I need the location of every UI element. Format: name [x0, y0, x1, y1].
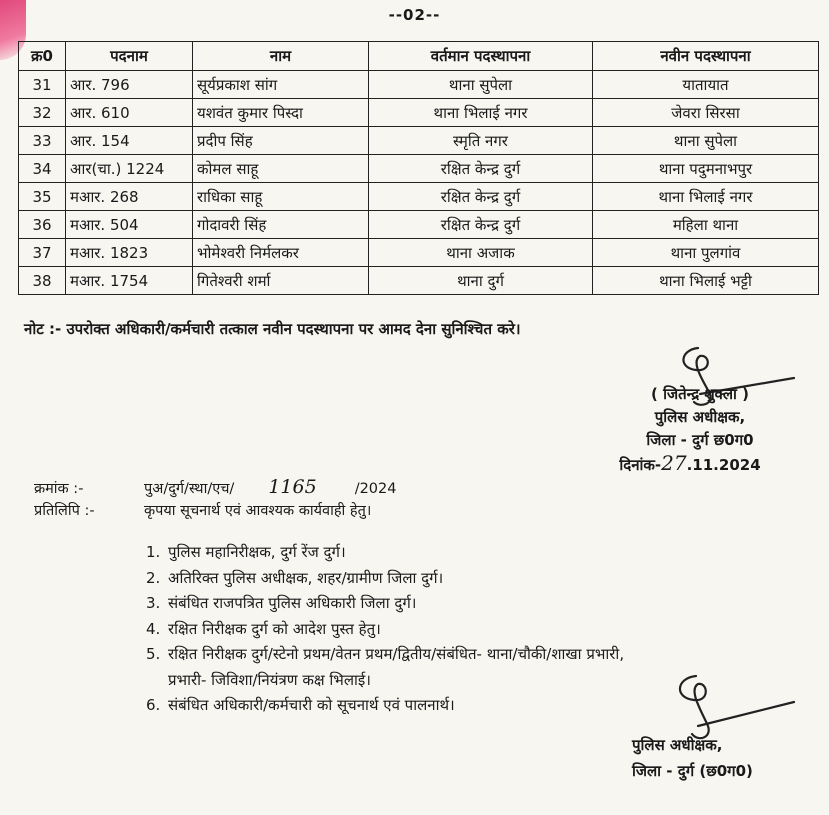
list-item [146, 617, 624, 643]
list-item-text: संबंधित अधिकारी/कर्मचारी को सूचनार्थ एवं पालनार्थ। [168, 696, 455, 714]
transfer-table [18, 41, 819, 295]
kramank-number-handwritten: 1165 [268, 476, 317, 498]
table-row [19, 127, 819, 155]
list-item-text: संबंधित राजपत्रित पुलिस अधिकारी जिला दुर्ग। [168, 594, 417, 612]
cell-serial: 36 [19, 211, 66, 239]
order-date [580, 452, 800, 477]
signatory-designation: पुलिस अधीक्षक, [654, 408, 746, 426]
list-item-number: 1. [146, 543, 161, 561]
page-number: --02-- [388, 6, 441, 24]
table-row [19, 211, 819, 239]
table-row [19, 71, 819, 99]
list-item-text: पुलिस महानिरीक्षक, दुर्ग रेंज दुर्ग। [168, 543, 346, 561]
cell-rank: मआर. 1754 [66, 267, 193, 295]
cell-new-posting: महिला थाना [593, 211, 819, 239]
cell-name: सूर्यप्रकाश सांग [193, 71, 369, 99]
cell-serial: 32 [19, 99, 66, 127]
list-item-number [146, 668, 168, 694]
header-rank: पदनाम [66, 42, 193, 71]
list-item-number: 2. [146, 568, 161, 587]
cell-current-posting: रक्षित केन्द्र दुर्ग [369, 211, 593, 239]
cell-name: यशवंत कुमार पिस्दा [193, 99, 369, 127]
cell-serial: 34 [19, 155, 66, 183]
cell-new-posting: थाना पदुमनाभपुर [593, 155, 819, 183]
pratilipi-label: प्रतिलिपि :- [34, 503, 95, 519]
signatory-2-district: जिला - दुर्ग (छ0ग0) [632, 762, 753, 780]
list-item-number: 3. [146, 594, 161, 612]
table-header-row [19, 42, 819, 71]
list-item-text: रक्षित निरीक्षक दुर्ग को आदेश पुस्त हेतु। [168, 619, 381, 638]
cell-current-posting: थाना अजाक [369, 239, 593, 267]
table-row [19, 239, 819, 267]
date-day-handwritten: 27 [661, 451, 687, 475]
cell-name: भोमेश्वरी निर्मलकर [193, 239, 369, 267]
cell-rank: आर(चा.) 1224 [66, 155, 193, 183]
cell-new-posting: थाना भिलाई नगर [593, 183, 819, 211]
cell-serial: 33 [19, 127, 66, 155]
cell-current-posting: थाना दुर्ग [369, 267, 593, 295]
kramank-row [34, 478, 396, 500]
cell-rank: आर. 610 [66, 99, 193, 127]
pratilipi-row [34, 500, 396, 522]
kramank-year: /2024 [354, 481, 397, 497]
cell-rank: आर. 154 [66, 127, 193, 155]
list-item [146, 591, 624, 617]
date-rest: .11.2024 [686, 456, 761, 474]
list-item [146, 642, 624, 668]
table-body [19, 71, 819, 295]
table-row [19, 99, 819, 127]
cell-new-posting: थाना भिलाई भट्टी [593, 267, 819, 295]
list-item-text: प्रभारी- जिविशा/नियंत्रण कक्ष भिलाई। [168, 670, 371, 689]
signatory-name: ( जितेन्द्र शुक्ला ) [651, 385, 749, 403]
cell-name: गितेश्वरी शर्मा [193, 267, 369, 295]
cell-name: प्रदीप सिंह [193, 127, 369, 155]
cell-new-posting: यातायात [593, 71, 819, 99]
signatory-2-designation: पुलिस अधीक्षक, [632, 736, 723, 754]
table-row [19, 155, 819, 183]
cell-rank: आर. 796 [66, 71, 193, 99]
list-item-number: 6. [146, 696, 161, 714]
copy-list [146, 540, 624, 719]
date-prefix: दिनांक- [619, 456, 662, 474]
cell-current-posting: रक्षित केन्द्र दुर्ग [369, 183, 593, 211]
cell-rank: मआर. 268 [66, 183, 193, 211]
signatory-district: जिला - दुर्ग छ0ग0 [646, 431, 754, 449]
cell-serial: 31 [19, 71, 66, 99]
header-serial: क्र0 [19, 42, 66, 71]
cell-rank: मआर. 504 [66, 211, 193, 239]
cell-current-posting: स्मृति नगर [369, 127, 593, 155]
cell-serial: 35 [19, 183, 66, 211]
cell-serial: 37 [19, 239, 66, 267]
cell-current-posting: थाना सुपेला [369, 71, 593, 99]
cell-serial: 38 [19, 267, 66, 295]
cell-new-posting: जेवरा सिरसा [593, 99, 819, 127]
note: नोट :- उपरोक्त अधिकारी/कर्मचारी तत्काल नवीन पदस्थापना पर आमद देना सुनिश्चित करे। [24, 320, 521, 338]
cell-current-posting: रक्षित केन्द्र दुर्ग [369, 155, 593, 183]
header-current-posting: वर्तमान पदस्थापना [369, 42, 593, 71]
signatory-block [600, 383, 800, 477]
table-row [19, 183, 819, 211]
cell-new-posting: थाना सुपेला [593, 127, 819, 155]
list-item-text: रक्षित निरीक्षक दुर्ग/स्टेनो प्रथम/वेतन प्रथम/द्वितीय/संबंधित- थाना/चौकी/शाखा प्रभारी, [168, 645, 625, 663]
list-item [146, 540, 624, 566]
header-new-posting: नवीन पदस्थापना [593, 42, 819, 71]
order-details [34, 478, 396, 522]
cell-name: राधिका साहू [193, 183, 369, 211]
kramank-label: क्रमांक :- [34, 481, 84, 497]
cell-current-posting: थाना भिलाई नगर [369, 99, 593, 127]
cell-name: गोदावरी सिंह [193, 211, 369, 239]
kramank-prefix: पुअ/दुर्ग/स्था/एच/ [144, 481, 235, 497]
list-item [146, 668, 624, 694]
table-row [19, 267, 819, 295]
signatory-2-block [632, 732, 753, 784]
header-name: नाम [193, 42, 369, 71]
pratilipi-text: कृपया सूचनार्थ एवं आवश्यक कार्यवाही हेतु। [144, 503, 372, 519]
cell-rank: मआर. 1823 [66, 239, 193, 267]
list-item-number: 4. [146, 619, 161, 638]
list-item [146, 693, 624, 719]
cell-new-posting: थाना पुलगांव [593, 239, 819, 267]
cell-name: कोमल साहू [193, 155, 369, 183]
list-item [146, 566, 624, 592]
list-item-number: 5. [146, 645, 161, 663]
list-item-text: अतिरिक्त पुलिस अधीक्षक, शहर/ग्रामीण जिला दुर्ग। [168, 568, 444, 587]
